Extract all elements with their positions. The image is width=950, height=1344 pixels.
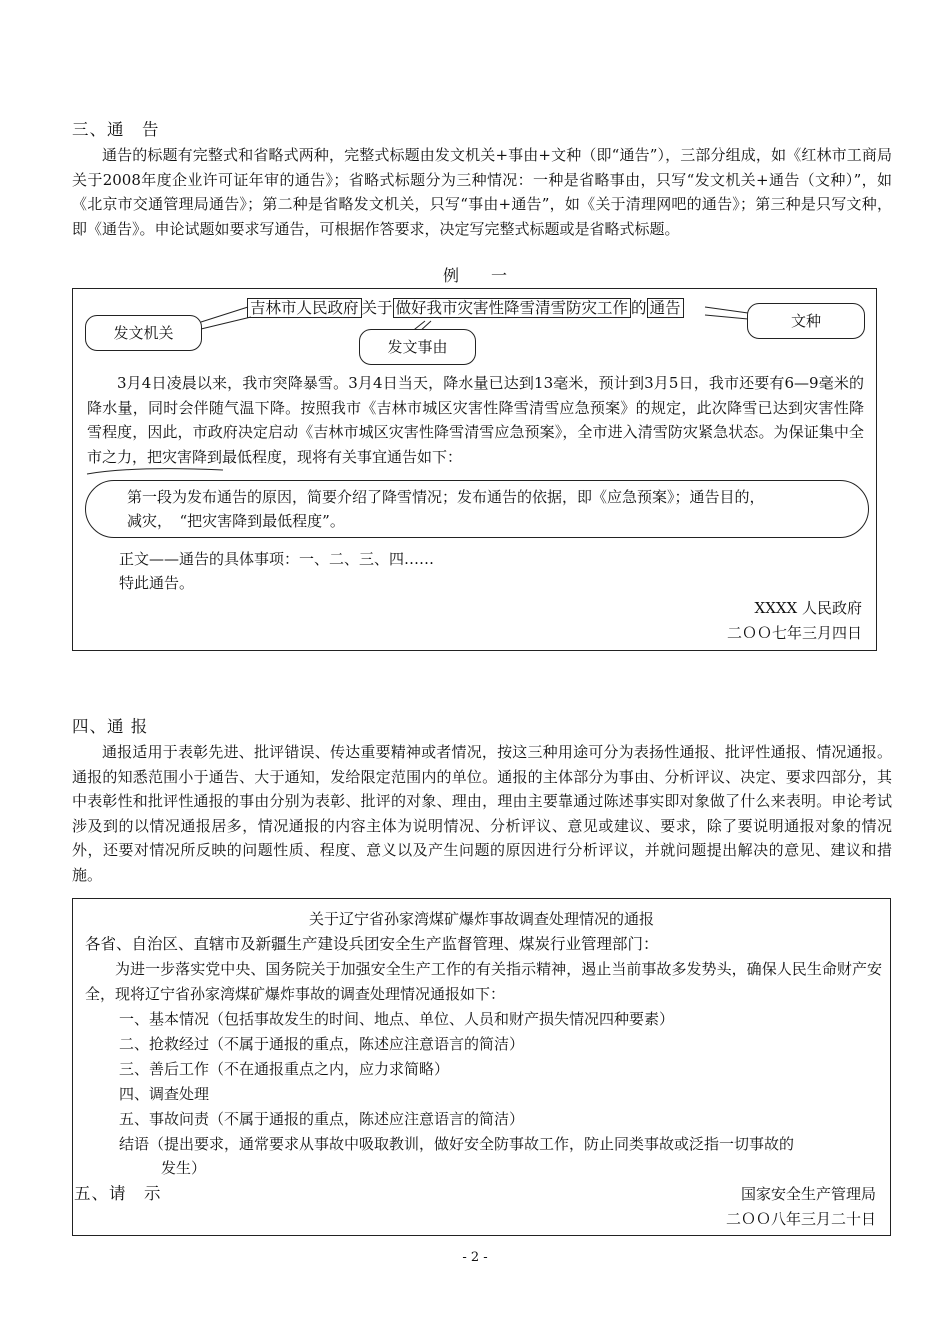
bulletin-paragraph: 通报适用于表彰先进、批评错误、传达重要精神或者情况，按这三种用途可分为表扬性通报、批评性通报、情况通报。通报的知悉范围小于通告、大于通知，发给限定范围内的单位。通报的主体部分为事由、分析评议、决定、要求四部分，其中表彰性和批评性通报的事由分别为表彰、批评的对象、理由，理由主要靠通过陈述事实即对象做了什么来表明。申论考试涉及到的以情况通报居多，情况通报的内容主体为说明情况、分析评议、意见或建议、要求，除了要说明通报对象的情况外，还要对情况所反映的问题性质、程度、意义以及产生问题的原因进行分析评议，并就问题提出解决的意见、建议和措施。 [72,743,892,884]
notice-paragraph: 通告的标题有完整式和省略式两种，完整式标题由发文机关+事由+文种（即“通告”），三部分组成，如《红林市工商局关于2008年度企业许可证年审的通告》；省略式标题分为三种情况：一种是省略事由，只写“发文机关+通告（文种）”，如《北京市交通管理局通告》；第二种是省略发文机关，只写“事由+通告”，如《关于清理网吧的通告》；第三种是只写文种，即《通告》。申论试题如要求写通告，可根据作答要求，决定写完整式标题或是省略式标题。 [72,146,892,238]
notice-description [72,143,892,241]
example-label: 例 一 [442,266,507,285]
bulletin-item-3: 三、善后工作（不在通报重点之内，应力求简略） [119,1060,450,1078]
bulletin-conclusion-line1: 结语（提出要求，通常要求从事故中吸取教训，做好安全防事故工作，防止同类事故或泛指一切事故的 [119,1135,795,1153]
bulletin-item-1: 一、基本情况（包括事故发生的时间、地点、单位、人员和财产损失情况四种要素） [119,1010,675,1028]
page-number: - 2 - [462,1250,488,1265]
example-main-text: 正文——通告的具体事项：一、二、三、四…… [119,550,435,568]
example-signature: XXXX 人民政府 [754,599,862,617]
title-of: 的 [631,299,647,317]
example-date: 二ＯＯ七年三月四日 [726,624,862,642]
bulletin-item-5: 五、事故问责（不属于通报的重点，陈述应注意语言的简洁） [119,1110,525,1128]
bulletin-intro-text: 为进一步落实党中央、国务院关于加强安全生产工作的有关指示精神，遏止当前事故多发势头，确保人民生命财产安全，现将辽宁省孙家湾煤矿爆炸事故的调查处理情况通报如下： [85,960,882,1003]
bulletin-item-4: 四、调查处理 [119,1085,210,1103]
bulletin-intro [85,957,882,1006]
bulletin-description [72,740,892,887]
callout-type: 文种 [747,303,865,339]
bulletin-signature: 国家安全生产管理局 [740,1185,876,1203]
title-reason: 做好我市灾害性降雪清雪防灾工作 [393,298,632,318]
bulletin-date: 二ＯＯ八年三月二十日 [725,1210,876,1228]
title-issuer: 吉林市人民政府 [247,298,362,318]
title-about: 关于 [361,299,393,317]
bulletin-title: 关于辽宁省孙家湾煤矿爆炸事故调查处理情况的通报 [308,910,654,928]
annotation-line2: 减灾， “把灾害降到最低程度”。 [127,512,345,530]
example-closing: 特此通告。 [119,574,195,592]
notice-example-box [72,288,877,651]
section-heading-bulletin: 四、通 报 [72,717,149,736]
callout-issuer: 发文机关 [85,315,202,351]
bulletin-conclusion-line2: 发生） [161,1159,207,1177]
bulletin-example-box [72,898,891,1236]
callout-reason: 发文事由 [359,329,476,365]
bulletin-recipients: 各省、自治区、直辖市及新疆生产建设兵团安全生产监督管理、煤炭行业管理部门： [85,935,659,953]
bulletin-item-2: 二、抢救经过（不属于通报的重点，陈述应注意语言的简洁） [119,1035,525,1053]
section-heading-request: 五、请 示 [74,1184,162,1203]
annotation-line1: 第一段为发布通告的原因，简要介绍了降雪情况；发布通告的依据，即《应急预案》；通告目的， [127,488,765,506]
title-type: 通告 [647,298,684,318]
example-body-text: 3月4日凌晨以来，我市突降暴雪。3月4日当天，降水量已达到13毫米，预计到3月5日，我市还要有6—9毫米的降水量，同时会伴随气温下降。按照我市《吉林市城区灾害性降雪清雪应急预案》的规定，此次降雪已达到灾害性降雪程度，因此，市政府决定启动《吉林市城区灾害性降雪清雪应急预案》，全市进入清雪防灾紧急状态。为保证集中全市之力，把灾害降到最低程度，现将有关事宜通告如下： [87,374,864,466]
section-heading-notice: 三、通 告 [72,120,160,139]
